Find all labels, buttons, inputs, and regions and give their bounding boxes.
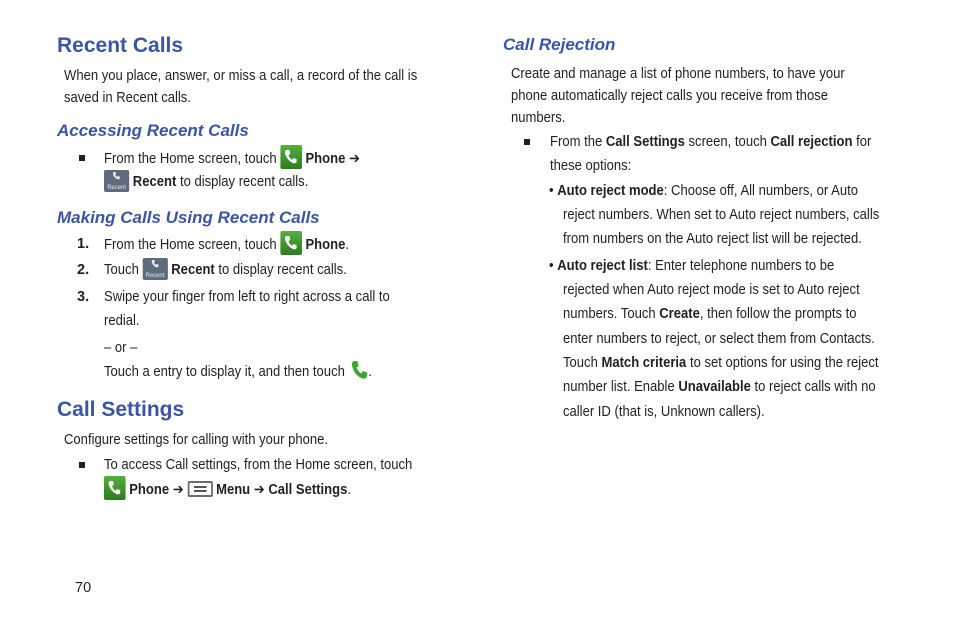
auto-reject-mode-line1: • Auto reject mode: Choose off, All numbers, or Auto — [549, 183, 858, 199]
accessing-step-line2: Recent Recent to display recent calls. — [104, 171, 308, 193]
phone-app-icon — [280, 231, 302, 255]
auto-reject-list-line2: rejected when Auto reject mode is set to Auto reject — [563, 282, 860, 298]
auto-reject-mode-line2: reject numbers. When set to Auto reject numbers, calls — [563, 207, 880, 223]
step-3-line2: redial. — [104, 313, 140, 329]
step-3-line1: Swipe your finger from left to right across a call to — [104, 289, 390, 305]
auto-reject-list-line5: Touch Match criteria to set options for using the reject — [563, 355, 879, 371]
step-3-number: 3. — [77, 289, 90, 305]
accessing-step-line1: From the Home screen, touch Phone ➔ — [104, 147, 360, 171]
bullet-square — [79, 462, 85, 468]
auto-reject-mode-line3: from numbers on the Auto reject list will be rejected. — [563, 231, 862, 247]
phone-app-icon — [280, 145, 302, 169]
recent-intro-line1: When you place, answer, or miss a call, a record of the call is — [64, 68, 418, 84]
or-separator: – or – — [104, 340, 138, 356]
bullet-square — [524, 139, 530, 145]
auto-reject-list-line1: • Auto reject list: Enter telephone numbers to be — [549, 258, 835, 274]
auto-reject-list-line7: caller ID (that is, Unknown callers). — [563, 404, 765, 420]
call-settings-intro: Configure settings for calling with your phone. — [64, 432, 329, 448]
call-rejection-heading: Call Rejection — [503, 35, 616, 54]
auto-reject-list-line4: enter numbers to reject, or select them from Contacts. — [563, 331, 875, 347]
recent-tab-icon: Recent — [142, 258, 167, 280]
call-rejection-intro-3: numbers. — [511, 110, 566, 126]
step-1-text: From the Home screen, touch Phone. — [104, 233, 349, 257]
bullet-square — [79, 155, 85, 161]
page-number: 70 — [75, 580, 92, 596]
recent-tab-icon: Recent — [104, 170, 129, 192]
call-rejection-intro-1: Create and manage a list of phone numbers, to have your — [511, 66, 845, 82]
touch-entry-text: Touch a entry to display it, and then touch . — [104, 361, 372, 383]
call-rejection-step-line1: From the Call Settings screen, touch Call rejection for — [550, 134, 872, 150]
call-settings-heading: Call Settings — [57, 398, 185, 421]
step-2-text: Touch Recent Recent to display recent calls. — [104, 259, 347, 281]
auto-reject-list-line3: numbers. Touch Create, then follow the prompts to — [563, 306, 857, 322]
menu-key-icon — [187, 481, 212, 497]
making-calls-heading: Making Calls Using Recent Calls — [57, 208, 320, 227]
call-rejection-intro-2: phone automatically reject calls you receive from those — [511, 88, 828, 104]
call-settings-step-line1: To access Call settings, from the Home screen, touch — [104, 457, 413, 473]
accessing-recent-heading: Accessing Recent Calls — [57, 121, 249, 140]
phone-app-icon — [104, 476, 126, 500]
green-call-icon — [350, 360, 368, 380]
step-2-number: 2. — [77, 262, 90, 278]
step-1-number: 1. — [77, 236, 90, 252]
auto-reject-list-line6: number list. Enable Unavailable to reject calls with no — [563, 379, 876, 395]
call-rejection-step-line2: these options: — [550, 158, 632, 174]
call-settings-step-line2: Phone ➔ Menu ➔ Call Settings. — [104, 478, 351, 502]
recent-intro-line2: saved in Recent calls. — [64, 90, 191, 106]
recent-calls-heading: Recent Calls — [57, 34, 184, 57]
